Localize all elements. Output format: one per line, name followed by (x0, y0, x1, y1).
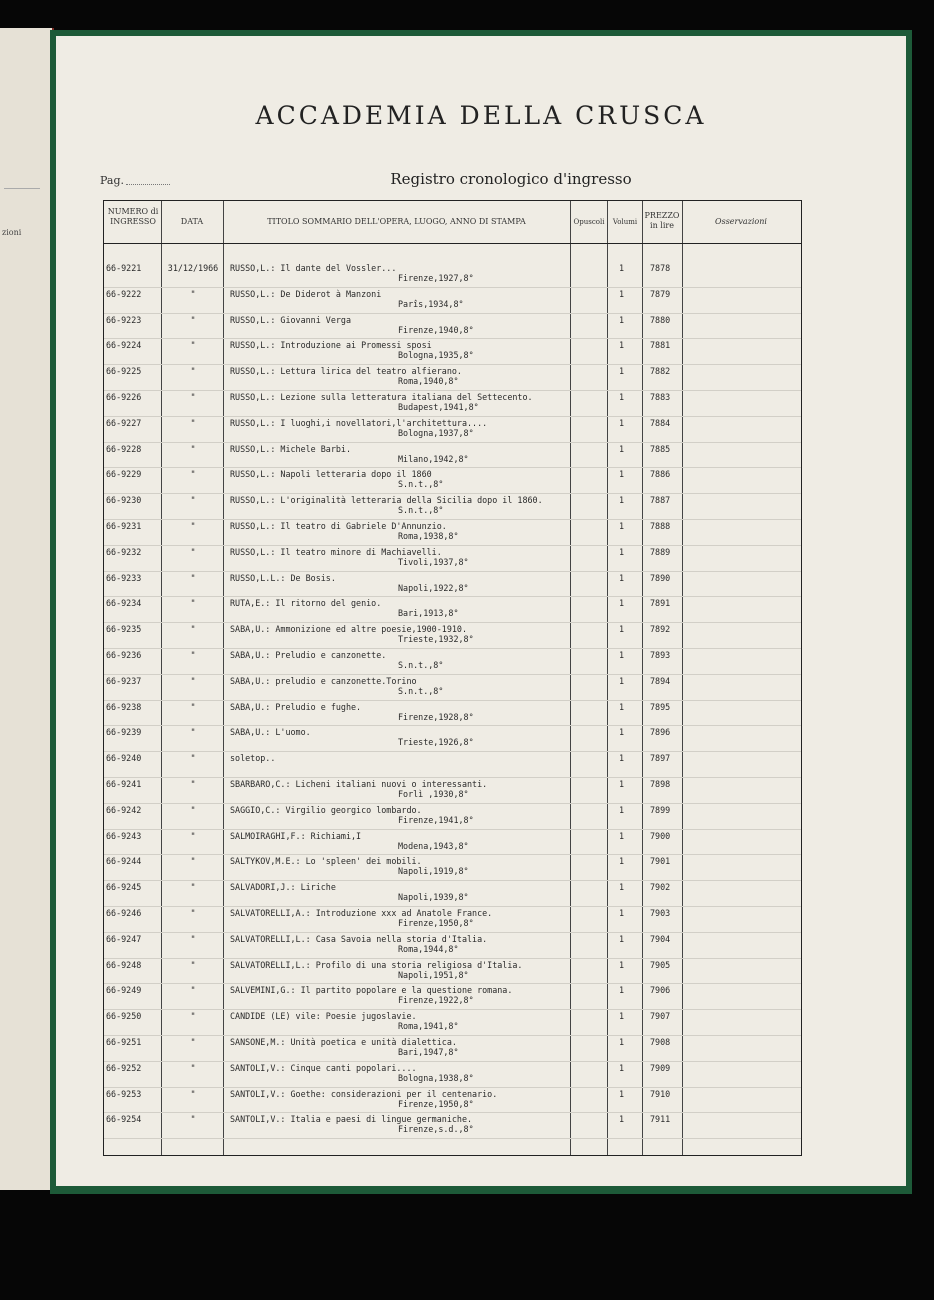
entry-title: SABA,U.: Preludio e fughe. (230, 701, 362, 712)
entry-title: RUSSO,L.: Lezione sulla letteratura italiana del Settecento. (230, 392, 533, 402)
entry-title: RUSSO,L.: De Diderot à Manzoni (230, 288, 382, 299)
entry-volumes: 1 (619, 572, 625, 583)
entry-place: Napoli,1922,8° (398, 582, 469, 593)
entry-number: 66-9227 (106, 417, 142, 428)
table-row (104, 725, 801, 752)
entry-date: " (190, 521, 196, 531)
entry-date: " (190, 443, 196, 454)
entry-title: RUSSO,L.: Introduzione ai Promessi sposi (230, 340, 432, 351)
table-row (104, 467, 801, 494)
entry-number: 66-9230 (106, 495, 142, 506)
entry-volumes: 1 (619, 830, 625, 841)
header-opuscoli: Opuscoli (573, 218, 605, 226)
entry-date: " (190, 1088, 196, 1099)
academy-title: ACCADEMIA DELLA CRUSCA (255, 101, 707, 130)
entry-date: " (190, 624, 196, 635)
entry-date: " (190, 650, 196, 660)
entry-title: RUSSO,L.: L'originalità letteraria della Sicilia dopo il 1860. (230, 495, 543, 506)
entry-date: " (190, 933, 196, 944)
entry-date: " (190, 572, 196, 583)
entry-title: soletop.. (230, 753, 276, 764)
entry-place: Firenze,1950,8° (398, 1098, 474, 1109)
entry-number: 66-9228 (106, 443, 142, 454)
table-row (104, 983, 801, 1010)
entry-number: 66-9250 (106, 1011, 142, 1022)
entry-price: 7895 (650, 701, 671, 712)
entry-title: RUSSO,L.: Michele Barbi. (230, 443, 352, 454)
left-page-label: zioni (2, 228, 22, 237)
table-row (104, 442, 801, 469)
table-row (104, 751, 801, 778)
entry-volumes: 1 (619, 1088, 625, 1099)
entry-price: 7901 (650, 856, 671, 867)
entry-volumes: 1 (619, 417, 625, 428)
entry-place: Bologna,1937,8° (398, 427, 474, 438)
entry-number: 66-9229 (106, 469, 142, 480)
entry-volumes: 1 (619, 495, 625, 506)
left-page (0, 28, 54, 1190)
entry-title: SALVATORELLI,L.: Casa Savoia nella storia d'Italia. (230, 933, 488, 944)
entry-title: SANSONE,M.: Unità poetica e unità dialettica. (230, 1037, 457, 1047)
entry-place: Firenze,1927,8° (398, 273, 474, 283)
table-row (104, 648, 801, 675)
entry-volumes: 1 (619, 701, 625, 712)
entry-title: SABA,U.: Preludio e canzonette. (230, 650, 387, 660)
entry-price: 7882 (650, 366, 671, 377)
table-row (104, 519, 801, 546)
entry-number: 66-9222 (106, 288, 142, 299)
table-row (104, 596, 801, 623)
entry-title: SABA,U.: Ammonizione ed altre poesie,1900-1910. (230, 624, 467, 635)
entry-number: 66-9235 (106, 624, 142, 635)
entry-price: 7879 (650, 288, 671, 299)
register-page (56, 36, 906, 1186)
table-row (104, 1035, 801, 1062)
entry-title: RUSSO,L.: Lettura lirica del teatro alfierano. (230, 366, 462, 377)
entry-date: " (190, 417, 196, 428)
entry-title: SABA,U.: preludio e canzonette.Torino (230, 675, 417, 686)
entry-title: SANTOLI,V.: Italia e paesi di lingue germaniche. (230, 1114, 473, 1125)
entry-number: 66-9237 (106, 675, 142, 686)
entry-place: Bologna,1938,8° (398, 1072, 474, 1083)
table-row (104, 880, 801, 907)
entry-price: 7893 (650, 650, 671, 660)
table-row (104, 958, 801, 985)
entry-volumes: 1 (619, 521, 625, 531)
entry-place: Roma,1944,8° (398, 943, 459, 954)
entry-price: 7904 (650, 933, 671, 944)
entry-price: 7900 (650, 830, 671, 841)
entry-number: 66-9254 (106, 1114, 142, 1125)
entry-place: S.n.t.,8° (398, 660, 444, 670)
table-row (104, 416, 801, 443)
entry-number: 66-9233 (106, 572, 142, 583)
entry-place: Firenze,1950,8° (398, 918, 474, 928)
entry-volumes: 1 (619, 908, 625, 918)
entry-place: Modena,1943,8° (398, 840, 469, 851)
entry-date: " (190, 1037, 196, 1047)
entry-price: 7880 (650, 314, 671, 325)
table-row (104, 313, 801, 340)
entry-place: S.n.t.,8° (398, 505, 444, 516)
table-row (104, 803, 801, 830)
entry-place: Trieste,1926,8° (398, 737, 474, 748)
entry-place: Napoli,1951,8° (398, 969, 469, 980)
entry-date: " (190, 985, 196, 996)
entry-date: " (190, 495, 196, 506)
table-row (104, 1087, 801, 1114)
entry-number: 66-9239 (106, 727, 142, 738)
table-row (104, 571, 801, 598)
entry-price: 7888 (650, 521, 671, 531)
entry-title: SBARBARO,C.: Licheni italiani nuovi o interessanti. (230, 779, 488, 789)
entry-number: 66-9249 (106, 985, 142, 996)
pag-label: Pag. (100, 174, 125, 187)
entry-date: " (190, 675, 196, 686)
entry-date: " (190, 340, 196, 351)
entry-place: Trieste,1932,8° (398, 634, 474, 645)
entry-price: 7898 (650, 779, 671, 789)
entry-volumes: 1 (619, 263, 625, 273)
entry-place: Napoli,1939,8° (398, 892, 469, 903)
entry-volumes: 1 (619, 1062, 625, 1073)
entry-place: Firenze,1928,8° (398, 711, 474, 722)
entry-price: 7891 (650, 598, 671, 609)
entry-volumes: 1 (619, 1037, 625, 1047)
entry-title: SALVATORELLI,L.: Profilo di una storia religiosa d'Italia. (230, 959, 523, 970)
entry-price: 7887 (650, 495, 671, 506)
entry-place: Bari,1913,8° (398, 608, 459, 619)
table-row (104, 622, 801, 649)
entry-place: Tivoli,1937,8° (398, 556, 469, 567)
entry-price: 7909 (650, 1062, 671, 1073)
entry-date: " (190, 856, 196, 867)
table-row (104, 287, 801, 314)
table-row (104, 777, 801, 804)
entry-price: 7906 (650, 985, 671, 996)
entry-volumes: 1 (619, 366, 625, 377)
table-row (104, 493, 801, 520)
entry-date: " (190, 908, 196, 918)
entry-place: S.n.t.,8° (398, 479, 444, 490)
entry-date: " (190, 882, 196, 893)
entry-date: " (190, 392, 196, 402)
entry-title: RUSSO,L.: I luoghi,i novellatori,l'architettura.... (230, 417, 488, 428)
table-row (104, 261, 801, 288)
table-row (104, 700, 801, 727)
header-volumi: Volumi (612, 218, 638, 226)
entry-date: " (190, 314, 196, 325)
table-row (104, 364, 801, 391)
entry-title: SANTOLI,V.: Goethe: considerazioni per il centenario. (230, 1088, 498, 1099)
header-osservazioni: Osservazioni (715, 217, 767, 226)
entry-volumes: 1 (619, 340, 625, 351)
entry-number: 66-9238 (106, 701, 142, 712)
entry-number: 66-9232 (106, 546, 142, 557)
entry-number: 66-9251 (106, 1037, 142, 1047)
entry-number: 66-9246 (106, 908, 142, 918)
entry-place: Roma,1940,8° (398, 376, 459, 387)
header-data: DATA (180, 217, 204, 226)
entry-number: 66-9247 (106, 933, 142, 944)
table-row (104, 545, 801, 572)
entry-place: Parîs,1934,8° (398, 298, 464, 309)
header-numero: NUMERO di INGRESSO (107, 207, 159, 226)
entry-volumes: 1 (619, 598, 625, 609)
entry-date: 31/12/1966 (167, 263, 219, 273)
entry-title: SALMOIRAGHI,F.: Richiami,I (230, 830, 362, 841)
entry-volumes: 1 (619, 779, 625, 789)
table-row (104, 829, 801, 856)
entry-number: 66-9231 (106, 521, 142, 531)
entry-volumes: 1 (619, 933, 625, 944)
entry-price: 7905 (650, 959, 671, 970)
entry-date: " (190, 804, 196, 815)
entry-date: " (190, 288, 196, 299)
entry-date: " (190, 701, 196, 712)
header-prezzo: PREZZO in lire (644, 211, 680, 230)
register-title: Registro cronologico d'ingresso (390, 170, 632, 188)
entry-place: S.n.t.,8° (398, 685, 444, 696)
entry-number: 66-9221 (106, 263, 142, 273)
entry-title: SALVEMINI,G.: Il partito popolare e la questione romana. (230, 985, 513, 996)
entry-number: 66-9226 (106, 392, 142, 402)
entry-price: 7884 (650, 417, 671, 428)
entry-place: Bari,1947,8° (398, 1047, 459, 1057)
entry-place: Roma,1941,8° (398, 1021, 459, 1032)
entry-title: RUSSO,L.: Il dante del Vossler... (230, 263, 397, 273)
entry-number: 66-9242 (106, 804, 142, 815)
entry-price: 7892 (650, 624, 671, 635)
entry-place: Bologna,1935,8° (398, 350, 474, 361)
entry-title: CANDIDE (LE) vile: Poesie jugoslavie. (230, 1011, 417, 1022)
entry-price: 7890 (650, 572, 671, 583)
entry-number: 66-9252 (106, 1062, 142, 1073)
table-row (104, 932, 801, 959)
entry-date: " (190, 753, 196, 764)
entry-title: RUSSO,L.L.: De Bosis. (230, 572, 336, 583)
entry-date: " (190, 366, 196, 377)
entry-date: " (190, 598, 196, 609)
entry-title: SALTYKOV,M.E.: Lo 'spleen' dei mobili. (230, 856, 422, 867)
entry-number: 66-9243 (106, 830, 142, 841)
table-row (104, 338, 801, 365)
entry-title: RUSSO,L.: Napoli letteraria dopo il 1860 (230, 469, 432, 480)
entry-volumes: 1 (619, 675, 625, 686)
register-table (103, 200, 802, 1156)
entry-number: 66-9244 (106, 856, 142, 867)
entry-volumes: 1 (619, 469, 625, 480)
entry-title: SAGGIO,C.: Virgilio georgico lombardo. (230, 804, 422, 815)
entry-place: Firenze,1941,8° (398, 814, 474, 825)
entry-place: Firenze,1940,8° (398, 324, 474, 335)
table-row (104, 854, 801, 881)
entry-price: 7889 (650, 546, 671, 557)
header-rule (104, 243, 801, 244)
entry-date: " (190, 727, 196, 738)
entry-place: Roma,1938,8° (398, 531, 459, 541)
entry-number: 66-9224 (106, 340, 142, 351)
entry-volumes: 1 (619, 985, 625, 996)
entry-date: " (190, 469, 196, 480)
entry-number: 66-9223 (106, 314, 142, 325)
entry-number: 66-9236 (106, 650, 142, 660)
header-titolo: TITOLO SOMMARIO DELL'OPERA, LUOGO, ANNO DI STAMPA (267, 217, 526, 226)
entry-number: 66-9234 (106, 598, 142, 609)
entry-number: 66-9241 (106, 779, 142, 789)
entry-number: 66-9225 (106, 366, 142, 377)
entry-price: 7886 (650, 469, 671, 480)
entry-title: SABA,U.: L'uomo. (230, 727, 311, 738)
entry-date: " (190, 546, 196, 557)
entry-number: 66-9253 (106, 1088, 142, 1099)
entry-volumes: 1 (619, 546, 625, 557)
entry-date: " (190, 1114, 196, 1125)
entry-price: 7881 (650, 340, 671, 351)
entry-price: 7878 (650, 263, 671, 273)
entry-volumes: 1 (619, 959, 625, 970)
entry-volumes: 1 (619, 753, 625, 764)
table-row (104, 1009, 801, 1036)
entry-volumes: 1 (619, 727, 625, 738)
entry-volumes: 1 (619, 288, 625, 299)
entry-price: 7896 (650, 727, 671, 738)
entry-volumes: 1 (619, 1114, 625, 1125)
entry-place: Forlì ,1930,8° (398, 789, 469, 799)
entry-volumes: 1 (619, 624, 625, 635)
entry-title: RUSSO,L.: Giovanni Verga (230, 314, 352, 325)
entry-place: Milano,1942,8° (398, 453, 469, 464)
table-row (104, 1061, 801, 1088)
entry-volumes: 1 (619, 856, 625, 867)
entry-price: 7911 (650, 1114, 671, 1125)
entry-number: 66-9240 (106, 753, 142, 764)
entry-date: " (190, 959, 196, 970)
entry-price: 7907 (650, 1011, 671, 1022)
entry-title: RUSSO,L.: Il teatro minore di Machiavelli. (230, 546, 442, 557)
entry-title: RUTA,E.: Il ritorno del genio. (230, 598, 382, 609)
table-row (104, 1112, 801, 1139)
entry-title: RUSSO,L.: Il teatro di Gabriele D'Annunzio. (230, 521, 447, 531)
entry-price: 7899 (650, 804, 671, 815)
entry-date: " (190, 1062, 196, 1073)
entry-place: Budapest,1941,8° (398, 402, 479, 412)
entry-price: 7903 (650, 908, 671, 918)
entry-price: 7883 (650, 392, 671, 402)
entry-price: 7908 (650, 1037, 671, 1047)
entry-number: 66-9245 (106, 882, 142, 893)
entry-place: Firenze,s.d.,8° (398, 1124, 474, 1135)
entry-price: 7885 (650, 443, 671, 454)
entry-price: 7910 (650, 1088, 671, 1099)
entry-volumes: 1 (619, 443, 625, 454)
table-row (104, 906, 801, 933)
table-row (104, 674, 801, 701)
entry-number: 66-9248 (106, 959, 142, 970)
entry-price: 7894 (650, 675, 671, 686)
entry-volumes: 1 (619, 392, 625, 402)
left-page-rule (4, 188, 40, 189)
entry-volumes: 1 (619, 1011, 625, 1022)
entry-volumes: 1 (619, 882, 625, 893)
entry-volumes: 1 (619, 650, 625, 660)
entry-place: Firenze,1922,8° (398, 995, 474, 1006)
entry-volumes: 1 (619, 804, 625, 815)
entry-title: SANTOLI,V.: Cinque canti popolari.... (230, 1062, 417, 1073)
entry-date: " (190, 830, 196, 841)
entry-price: 7897 (650, 753, 671, 764)
entry-date: " (190, 1011, 196, 1022)
entry-place: Napoli,1919,8° (398, 866, 469, 877)
entry-price: 7902 (650, 882, 671, 893)
entry-volumes: 1 (619, 314, 625, 325)
entry-title: SALVATORELLI,A.: Introduzione xxx ad Anatole France. (230, 908, 493, 918)
table-row (104, 390, 801, 417)
entry-title: SALVADORI,J.: Liriche (230, 882, 336, 893)
entry-date: " (190, 779, 196, 789)
